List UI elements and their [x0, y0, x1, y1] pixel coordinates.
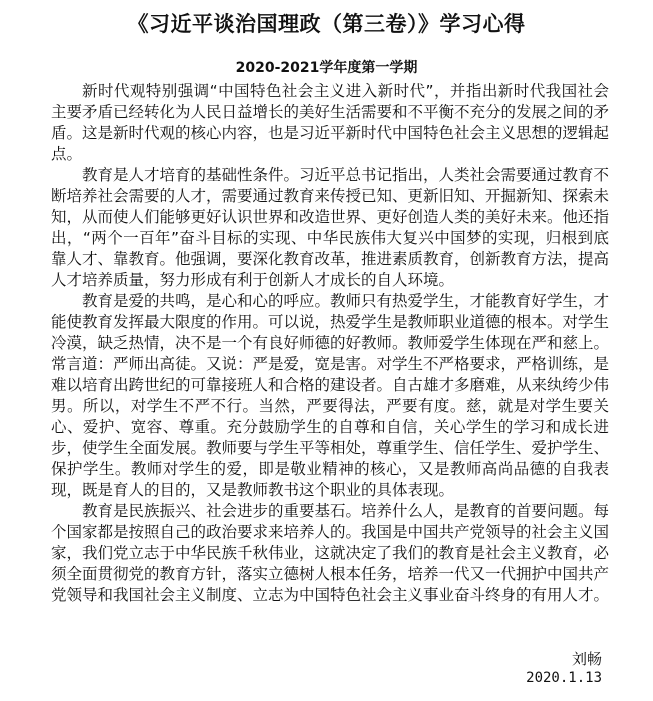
paragraph: 教育是爱的共鸣，是心和心的呼应。教师只有热爱学生，才能教育好学生，才能使教育发挥最大限度的作用。可以说，热爱学生是教师职业道德的根本。对学生冷漠，缺乏热情，决不是一个有良好师德的好教师。教师爱学生体现在严和慈上。常言道：严师出高徒。又说：严是爱，宽是害。对学生不严格要求，严格训练，是难以培育出跨世纪的可靠接班人和合格的建设者。自古雄才多磨难，从来纨绔少伟男。所以，对学生不严不行。当然，严要得法，严要有度。慈，就是对学生要关心、爱护、宽容、尊重。充分鼓励学生的自尊和自信，关心学生的学习和成长进步，使学生全面发展。教师要与学生平等相处，尊重学生、信任学生、爱护学生、保护学生。教师对学生的爱，即是敬业精神的核心，又是教师高尚品德的自我表现，既是育人的目的，又是教师教书这个职业的具体表现。 [51, 292, 610, 499]
document-body [51, 81, 609, 606]
document-date: 2020.1.13 [526, 670, 602, 686]
semester-subtitle: 2020-2021学年度第一学期 [235, 60, 418, 76]
document-title: 《习近平谈治国理政（第三卷）》学习心得 [127, 12, 526, 36]
author-signature: 刘畅 [571, 650, 602, 668]
paragraph: 新时代观特别强调“中国特色社会主义进入新时代”，并指出新时代我国社会主要矛盾已经转化为人民日益增长的美好生活需要和不平衡不充分的发展之间的矛盾。这是新时代观的核心内容，也是习近平新时代中国特色社会主义思想的逻辑起点。 [51, 82, 610, 163]
paragraph: 教育是人才培育的基础性条件。习近平总书记指出，人类社会需要通过教育不断培养社会需要的人才，需要通过教育来传授已知、更新旧知、开掘新知、探索未知，从而使人们能够更好认识世界和改造世界、更好创造人类的美好未来。他还指出，“两个一百年”奋斗目标的实现、中华民族伟大复兴中国梦的实现，归根到底靠人才、靠教育。他强调，要深化教育改革，推进素质教育，创新教育方法，提高人才培养质量，努力形成有利于创新人才成长的自人环境。 [51, 166, 610, 289]
paragraph: 教育是民族振兴、社会进步的重要基石。培养什么人，是教育的首要问题。每个国家都是按照自己的政治要求来培养人的。我国是中国共产党领导的社会主义国家，我们党立志于中华民族千秋伟业，这就决定了我们的教育是社会主义教育，必须全面贯彻党的教育方针，落实立德树人根本任务，培养一代又一代拥护中国共产党领导和我国社会主义制度、立志为中国特色社会主义事业奋斗终身的有用人才。 [51, 502, 610, 604]
